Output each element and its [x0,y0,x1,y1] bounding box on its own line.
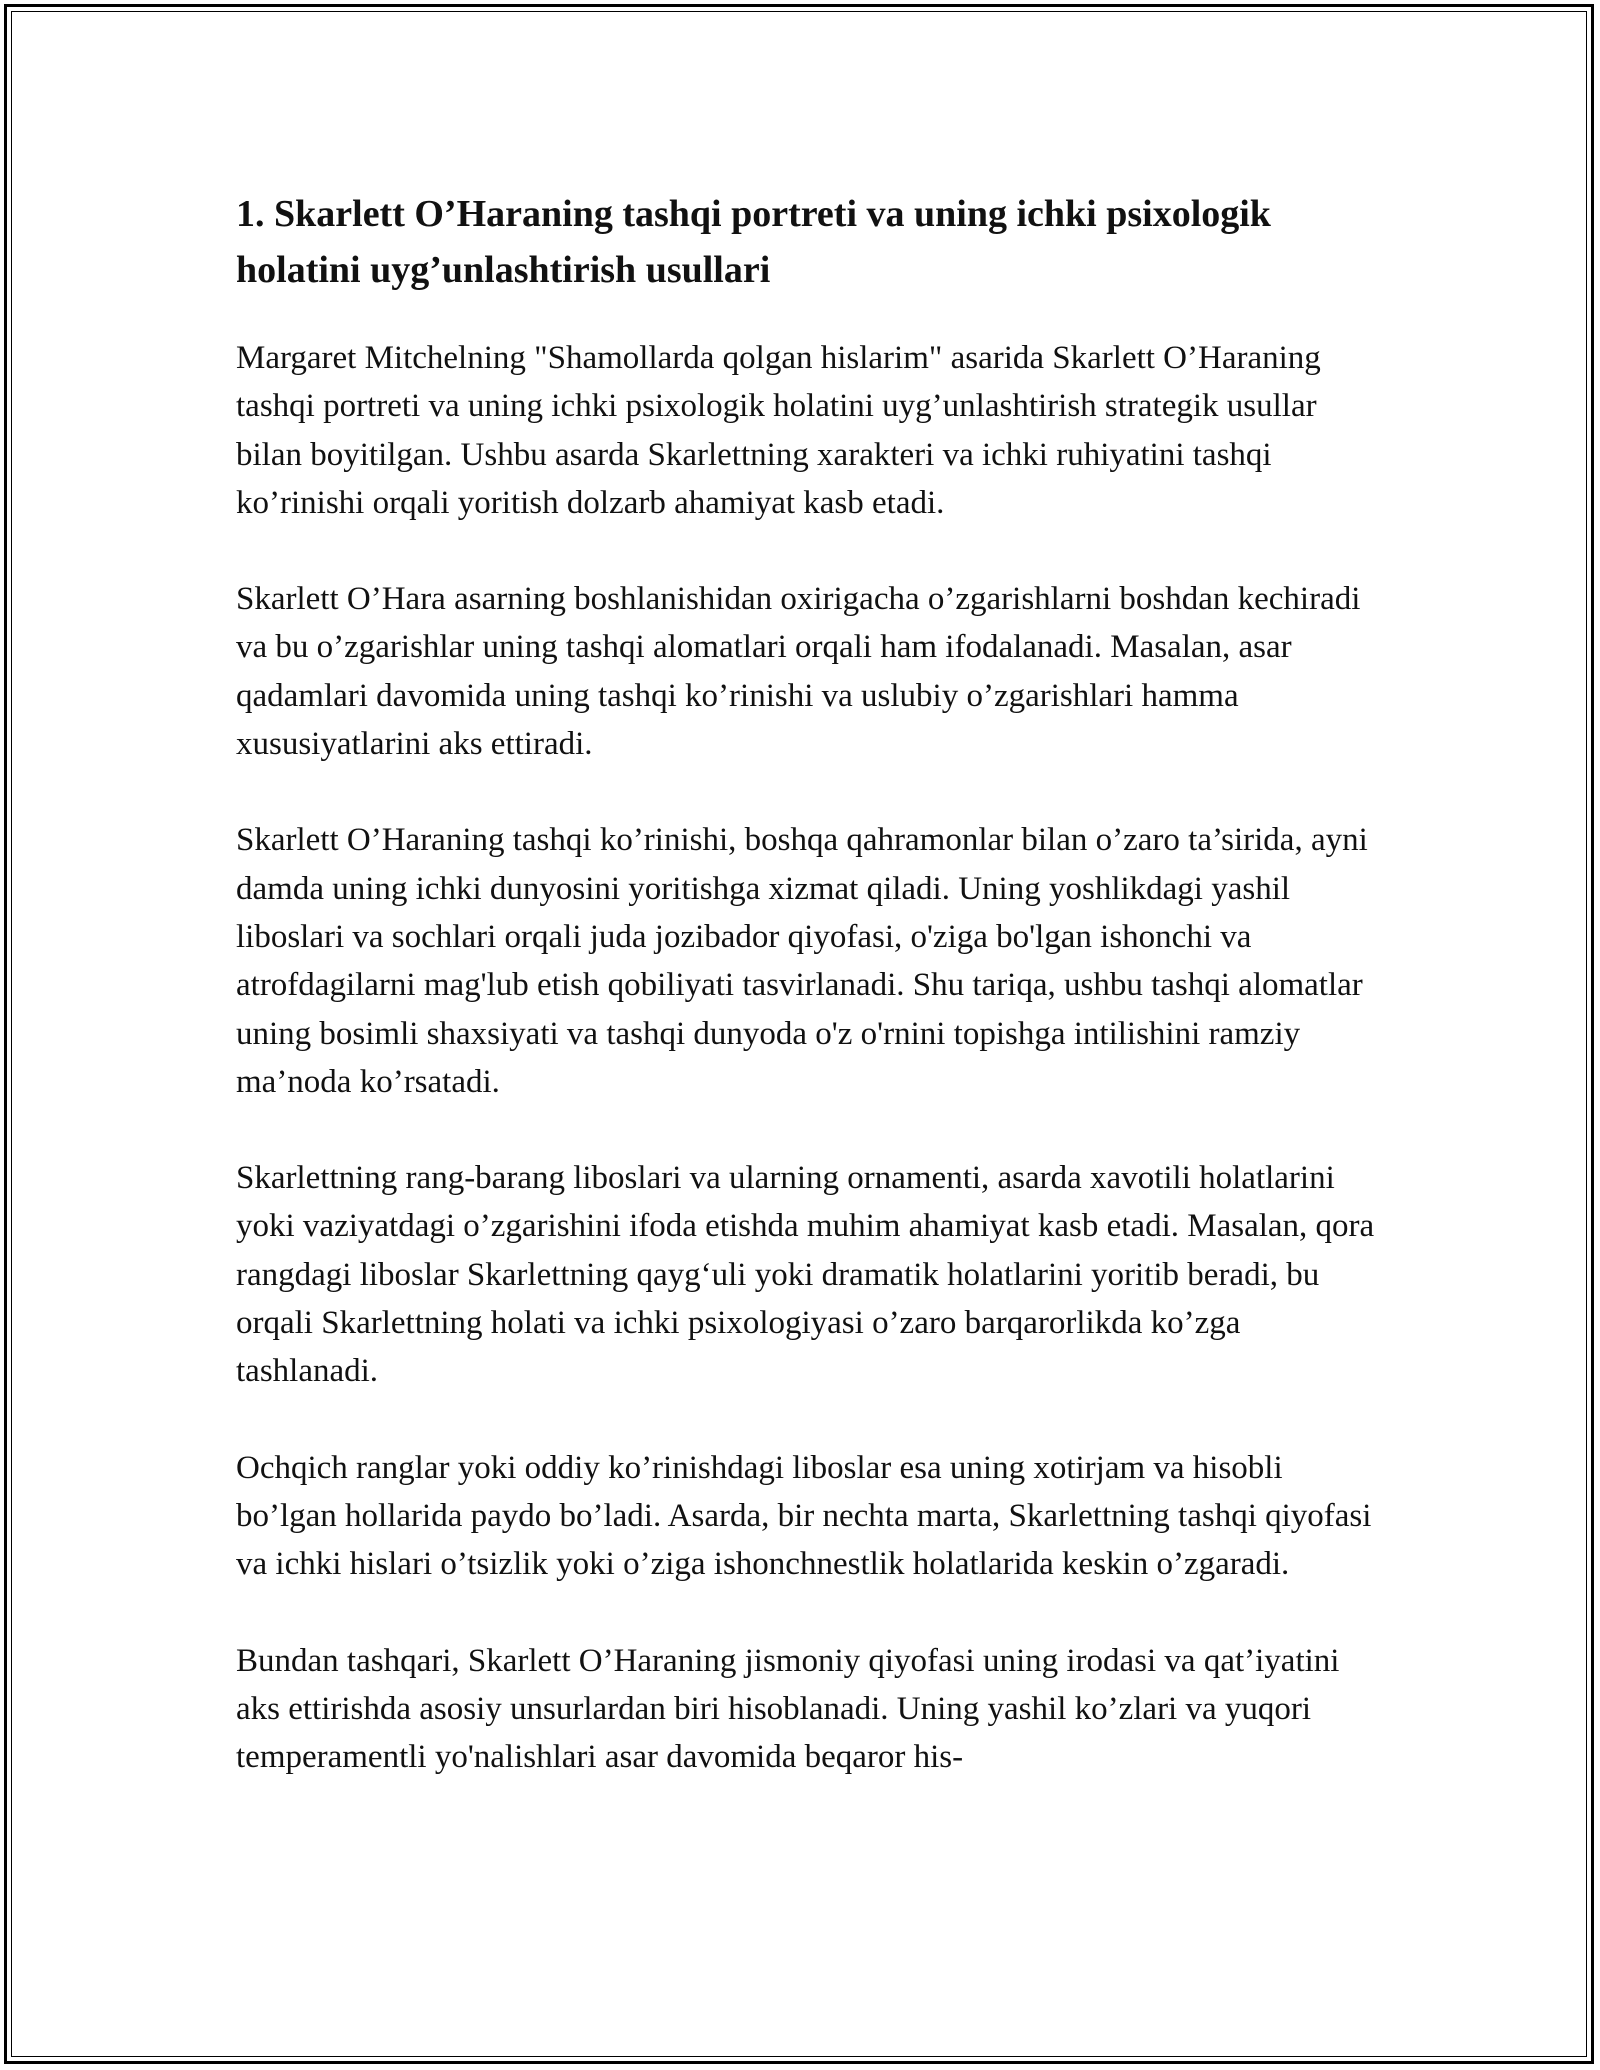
paragraph-3: Skarlett O’Haraning tashqi ko’rinishi, boshqa qahramonlar bilan o’zaro ta’sirida, ayni damda uning ichki dunyosini yoritishga xizmat qiladi. Uning yoshlikdagi yashil liboslari va sochlari orqali juda jozibador qiyofasi, o'ziga bo'lgan ishonchi va atrofdagilarni mag'lub etish qobiliyati tasvirlanadi. Shu tariqa, ushbu tashqi alomatlar uning bosimli shaxsiyati va tashqi dunyoda o'z o'rnini topishga intilishini ramziy ma’noda ko’rsatadi. [236,822,1368,1100]
paragraph-6: Bundan tashqari, Skarlett O’Haraning jismoniy qiyofasi uning irodasi va qat’iyatini aks ettirishda asosiy unsurlardan biri hisoblanadi. Uning yashil ko’zlari va yuqori temperamentli yo'nalishlari asar davomida beqaror his- [236,1642,1340,1776]
paragraph-2: Skarlett O’Hara asarning boshlanishidan oxirigacha o’zgarishlarni boshdan kechiradi va bu o’zgarishlar uning tashqi alomatlari orqali ham ifodalanadi. Masalan, asar qadamlari davomida uning tashqi ko’rinishi va uslubiy o’zgarishlari hamma xususiyatlarini aks ettiradi. [236,581,1361,763]
section-heading: 1. Skarlett O’Haraning tashqi portreti va uning ichki psixologik holatini uyg’unlashtirish usullari [236,193,1271,291]
paragraph-5: Ochqich ranglar yoki oddiy ko’rinishdagi liboslar esa uning xotirjam va hisobli bo’lgan hollarida paydo bo’ladi. Asarda, bir nechta marta, Skarlettning tashqi qiyofasi va ichki hislari o’tsizlik yoki o’ziga ishonchnestlik holatlarida keskin o’zgaradi. [236,1449,1372,1583]
document-body [236,186,1376,1829]
paragraph-4: Skarlettning rang-barang liboslari va ularning ornamenti, asarda xavotili holatlarini yoki vaziyatdagi o’zgarishini ifoda etishda muhim ahamiyat kasb etadi. Masalan, qora rangdagi liboslar Skarlettning qayg‘uli yoki dramatik holatlarini yoritib beradi, bu orqali Skarlettning holati va ichki psixologiyasi o’zaro barqarorlikda ko’zga tashlanadi. [236,1160,1375,1390]
paragraph-1: Margaret Mitchelning "Shamollarda qolgan hislarim" asarida Skarlett O’Haraning tashqi portreti va uning ichki psixologik holatini uyg’unlashtirish strategik usullar bilan boyitilgan. Ushbu asarda Skarlettning xarakteri va ichki ruhiyatini tashqi ko’rinishi orqali yoritish dolzarb ahamiyat kasb etadi. [236,340,1321,521]
